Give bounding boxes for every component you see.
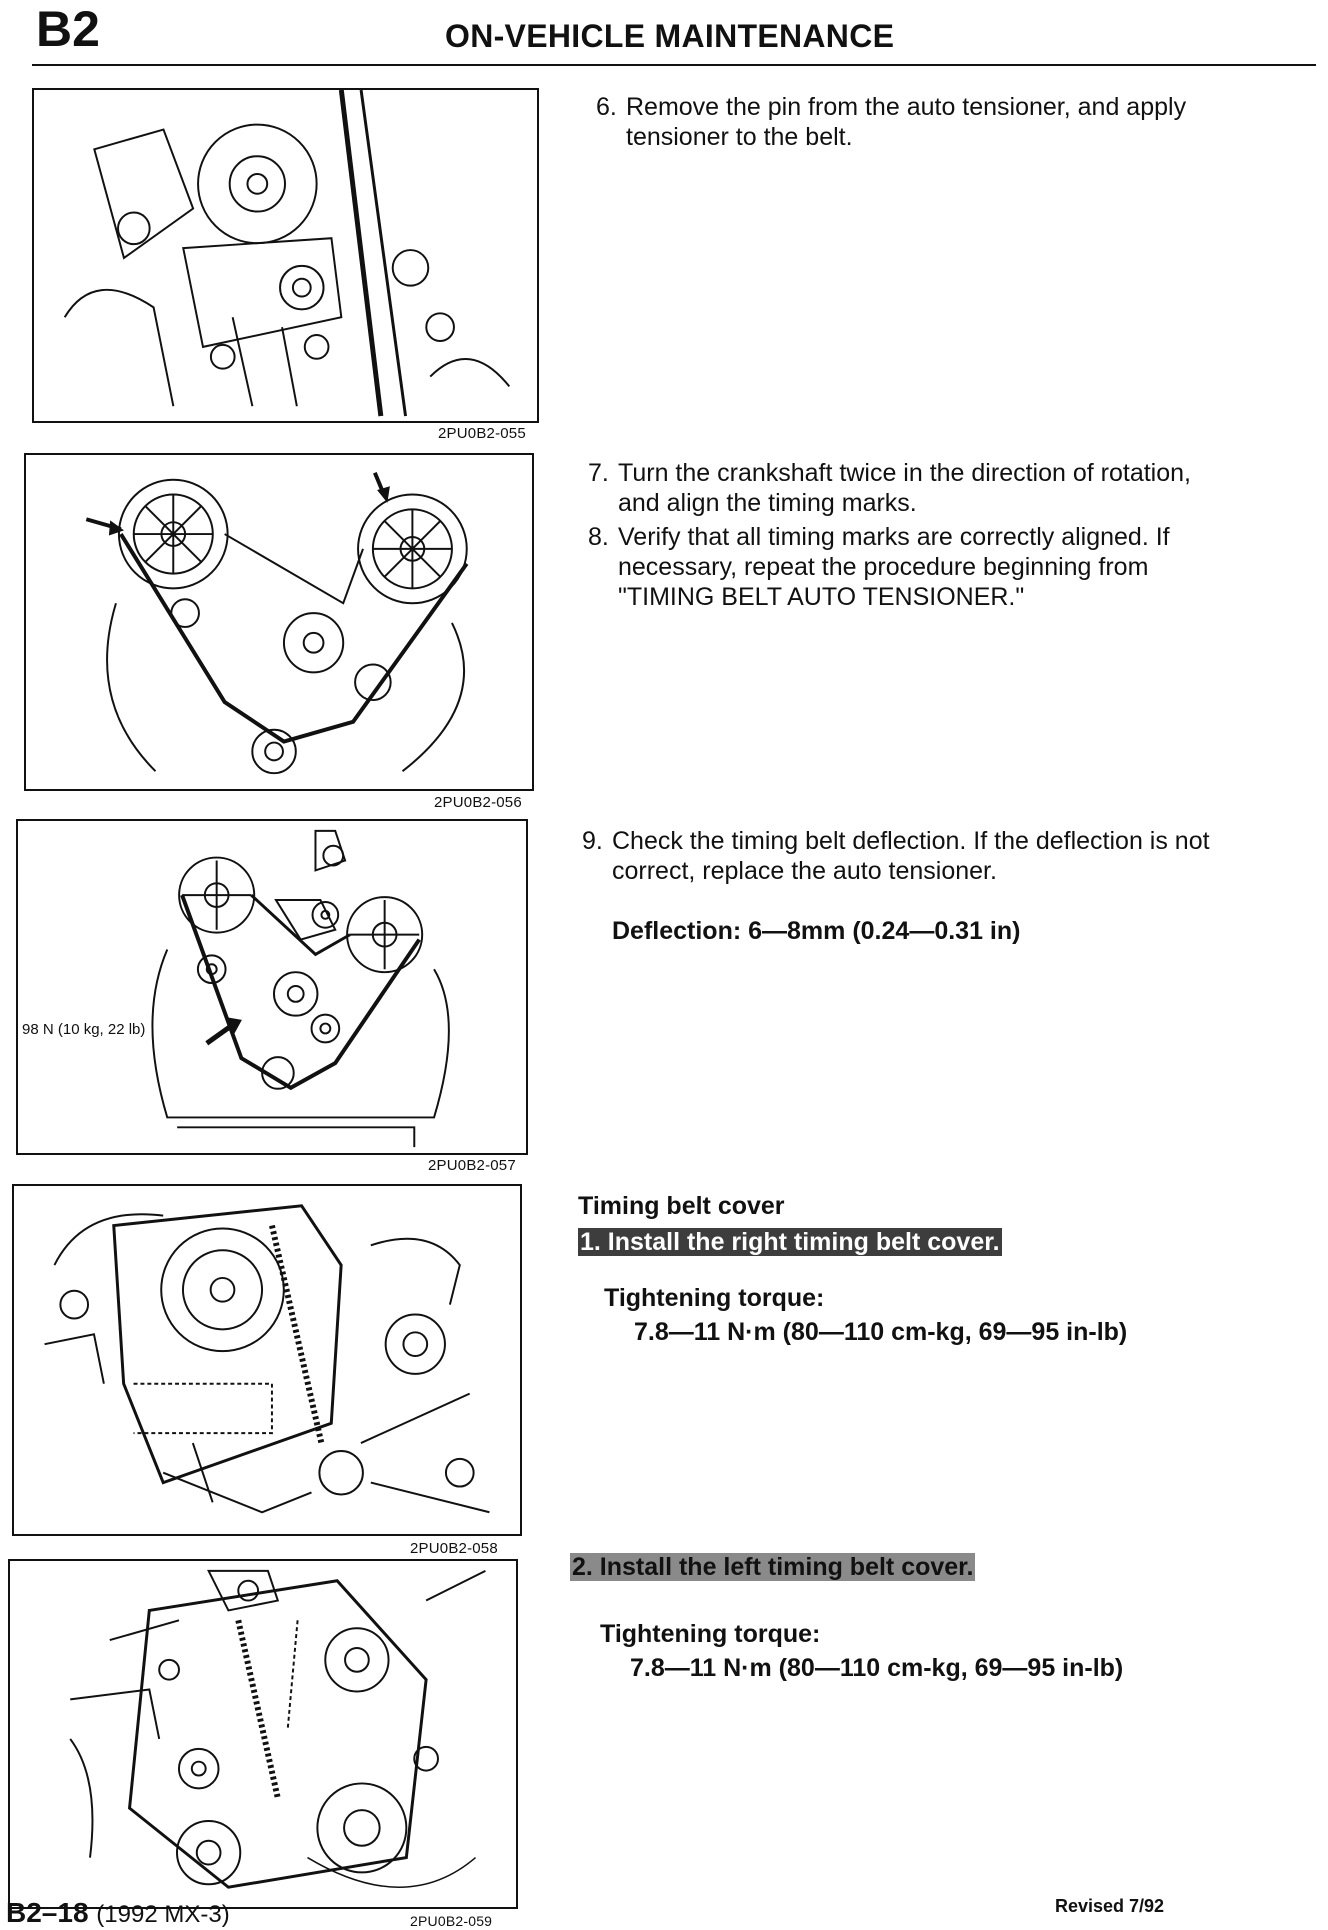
cover-step-1 bbox=[578, 1227, 1002, 1257]
belt-deflection-drawing-icon bbox=[18, 821, 526, 1153]
figure-belt-deflection bbox=[16, 819, 528, 1155]
step-number: 9. bbox=[582, 827, 603, 855]
step-text-line: and align the timing marks. bbox=[618, 489, 917, 517]
step-number: 7. bbox=[588, 459, 609, 487]
page-number-text: B2–18 bbox=[6, 1897, 89, 1928]
deflection-spec: Deflection: 6—8mm (0.24—0.31 in) bbox=[612, 917, 1021, 945]
step-text-line: Verify that all timing marks are correctly aligned. If bbox=[618, 523, 1170, 551]
deflection-force-callout: 98 N (10 kg, 22 lb) bbox=[22, 1021, 146, 1038]
revision-date: Revised 7/92 bbox=[1055, 1896, 1165, 1916]
cover-step-2-text: 2. Install the left timing belt cover. bbox=[572, 1553, 974, 1581]
step-text-line: Turn the crankshaft twice in the direction of rotation, bbox=[618, 459, 1191, 487]
step-text-line: "TIMING BELT AUTO TENSIONER." bbox=[618, 583, 1025, 611]
figure-code: 2PU0B2-059 bbox=[410, 1913, 493, 1929]
right-cover-drawing-icon bbox=[14, 1186, 520, 1534]
step-7 bbox=[588, 458, 1318, 520]
torque-value: 7.8—11 N·m (80—110 cm-kg, 69—95 in-lb) bbox=[630, 1654, 1124, 1682]
figure-right-cover bbox=[12, 1184, 522, 1536]
figure-code: 2PU0B2-055 bbox=[438, 425, 526, 442]
torque-label: Tightening torque: bbox=[600, 1620, 821, 1648]
timing-marks-drawing-icon bbox=[26, 455, 532, 789]
step-text-line: Remove the pin from the auto tensioner, and apply bbox=[626, 93, 1187, 121]
step-9 bbox=[582, 826, 1318, 888]
step-number: 8. bbox=[588, 523, 609, 551]
figure-tensioner bbox=[32, 88, 539, 423]
page-number bbox=[6, 1897, 230, 1929]
figure-timing-marks bbox=[24, 453, 534, 791]
page-title: ON-VEHICLE MAINTENANCE bbox=[445, 18, 895, 54]
step-8 bbox=[588, 522, 1318, 614]
left-cover-drawing-icon bbox=[10, 1561, 516, 1907]
step-6 bbox=[596, 92, 1316, 154]
section-code: B2 bbox=[36, 1, 100, 57]
cover-section-heading: Timing belt cover bbox=[578, 1192, 785, 1220]
tensioner-pulley-drawing-icon bbox=[34, 90, 537, 421]
torque-value: 7.8—11 N·m (80—110 cm-kg, 69—95 in-lb) bbox=[634, 1318, 1128, 1346]
figure-code: 2PU0B2-056 bbox=[434, 794, 522, 811]
step-text-line: correct, replace the auto tensioner. bbox=[612, 857, 997, 885]
step-number: 6. bbox=[596, 93, 617, 121]
header-rule bbox=[32, 64, 1316, 66]
step-text-line: tensioner to the belt. bbox=[626, 123, 853, 151]
step-text-line: Check the timing belt deflection. If the deflection is not bbox=[612, 827, 1210, 855]
figure-code: 2PU0B2-057 bbox=[428, 1157, 516, 1174]
model-label: (1992 MX-3) bbox=[96, 1901, 230, 1928]
figure-left-cover bbox=[8, 1559, 518, 1909]
figure-code: 2PU0B2-058 bbox=[410, 1540, 498, 1557]
step-text-line: necessary, repeat the procedure beginning from bbox=[618, 553, 1149, 581]
torque-label: Tightening torque: bbox=[604, 1284, 825, 1312]
cover-step-1-text: 1. Install the right timing belt cover. bbox=[580, 1228, 1000, 1256]
cover-step-2 bbox=[570, 1552, 975, 1582]
